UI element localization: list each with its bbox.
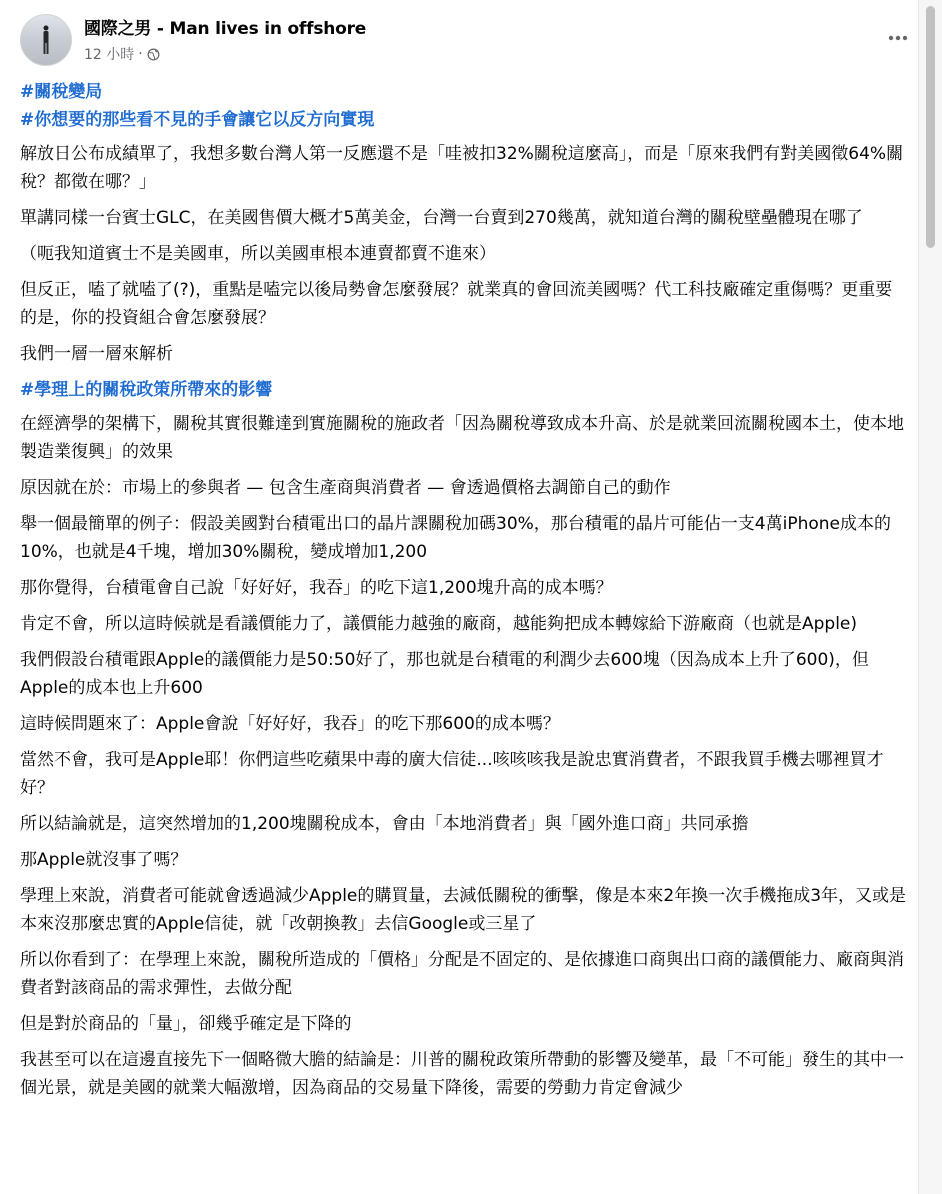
paragraph: 那你覺得，台積電會自己說「好好好，我吞」的吃下這1,200塊升高的成本嗎？ [20, 578, 613, 598]
hashtag-link[interactable]: #關稅變局 [20, 82, 103, 102]
globe-icon[interactable] [147, 48, 160, 61]
paragraph: 但是對於商品的「量」，卻幾乎確定是下降的 [20, 1014, 352, 1034]
avatar[interactable] [20, 14, 72, 66]
person-figure-icon [41, 25, 51, 55]
meta-separator: · [138, 46, 143, 62]
hashtag-link[interactable]: #你想要的那些看不見的手會讓它以反方向實現 [20, 110, 375, 130]
author-name[interactable]: 國際之男 - Man lives in offshore [84, 19, 367, 39]
post-header [20, 0, 918, 78]
paragraph: 我們假設台積電跟Apple的議價能力是50:50好了，那也就是台積電的利潤少去600塊（因為成本上升了600)，但Apple的成本也上升600 [20, 650, 869, 698]
paragraph: 原因就在於：市場上的參與者 — 包含生產商與消費者 — 會透過價格去調節自己的動作 [20, 478, 671, 498]
paragraph: 所以結論就是，這突然增加的1,200塊關稅成本，會由「本地消費者」與「國外進口商」共同承擔 [20, 814, 749, 834]
post-body [20, 78, 908, 1110]
paragraph: 學理上來說，消費者可能就會透過減少Apple的購買量，去減低關稅的衝擊，像是本來2年換一次手機拖成3年，又或是本來沒那麼忠實的Apple信徒，就「改朝換教」去信Google或三星了 [20, 886, 907, 934]
hashtag-group [20, 78, 908, 134]
paragraph: 這時候問題來了：Apple會說「好好好，我吞」的吃下那600的成本嗎？ [20, 714, 560, 734]
paragraph: 單講同樣一台賓士GLC，在美國售價大概才5萬美金，台灣一台賣到270幾萬，就知道台灣的關稅壁壘體現在哪了 [20, 208, 863, 228]
scrollbar-thumb[interactable] [926, 6, 935, 248]
paragraph: 我甚至可以在這邊直接先下一個略微大膽的結論是：川普的關稅政策所帶動的影響及變革，最「不可能」發生的其中一個光景，就是美國的就業大幅激增，因為商品的交易量下降後，需要的勞動力肯定會減少 [20, 1050, 904, 1098]
more-options-button[interactable] [882, 24, 914, 52]
paragraph: 肯定不會，所以這時候就是看議價能力了，議價能力越強的廠商，越能夠把成本轉嫁給下游廠商（也就是Apple) [20, 614, 858, 634]
more-dots-icon [888, 35, 908, 41]
post-time[interactable]: 12 小時 [84, 47, 135, 63]
paragraph: 我們一層一層來解析 [20, 344, 173, 364]
paragraph: 但反正，嗑了就嗑了(?)，重點是嗑完以後局勢會怎麼發展？就業真的會回流美國嗎？代工科技廠確定重傷嗎？更重要的是，你的投資組合會怎麼發展？ [20, 280, 893, 328]
section-hashtag-group [20, 376, 908, 404]
paragraph: 解放日公布成績單了，我想多數台灣人第一反應還不是「哇被扣32%關稅這麼高」，而是「原來我們有對美國徵64%關稅？都徵在哪？」 [20, 144, 904, 192]
paragraph: 所以你看到了：在學理上來說，關稅所造成的「價格」分配是不固定的、是依據進口商與出口商的議價能力、廠商與消費者對該商品的需求彈性，去做分配 [20, 950, 904, 998]
hashtag-link[interactable]: #學理上的關稅政策所帶來的影響 [20, 380, 273, 400]
paragraph: 舉一個最簡單的例子：假設美國對台積電出口的晶片課關稅加碼30%，那台積電的晶片可能佔一支4萬iPhone成本的10%，也就是4千塊，增加30%關稅，變成增加1,200 [20, 514, 891, 562]
vertical-scrollbar[interactable] [918, 0, 942, 1194]
paragraph: 在經濟學的架構下，關稅其實很難達到實施關稅的施政者「因為關稅導致成本升高、於是就業回流關稅國本土，使本地製造業復興」的效果 [20, 414, 904, 462]
paragraph: （呃我知道賓士不是美國車，所以美國車根本連賣都賣不進來） [20, 244, 496, 264]
paragraph: 那Apple就沒事了嗎？ [20, 850, 188, 870]
post-meta [84, 44, 160, 64]
paragraph: 當然不會，我可是Apple耶！你們這些吃蘋果中毒的廣大信徒...咳咳咳我是說忠實消費者，不跟我買手機去哪裡買才好？ [20, 750, 884, 798]
